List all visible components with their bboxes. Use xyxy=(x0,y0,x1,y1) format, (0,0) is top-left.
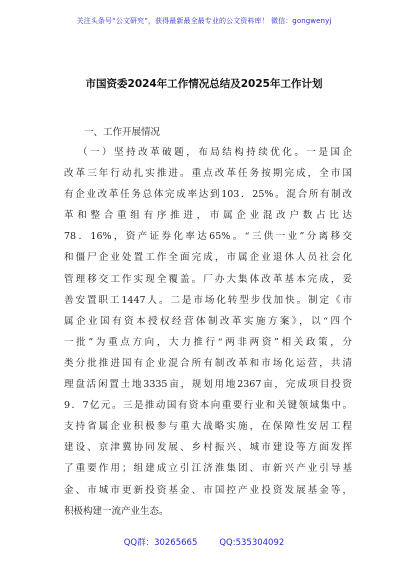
body-line: 改革三年行动扎实推进。重点改革任务按期完成，全市国 xyxy=(64,168,352,180)
body-line: 金、市城市更新投资基金、市国控产业投资发展基金等， xyxy=(64,484,352,496)
body-line: 革和整合重组有序推进，市属企业混改户数占比达 xyxy=(64,210,352,222)
footer-qq-group: QQ群：30265665 xyxy=(123,538,198,548)
body-line: 属企业国有资本授权经营体制改革实施方案》，以“四个 xyxy=(64,315,352,327)
body-line: （一）坚持改革破题，布局结构持续优化。一是国企 xyxy=(78,147,352,158)
body-line: 78．16%，资产证券化率达65%。“三供一业”分离移交 xyxy=(64,231,352,243)
document-body xyxy=(64,142,352,522)
body-line: 9．7亿元。三是推动国有资本向重要行业和关键领域集中。 xyxy=(64,400,352,412)
body-line: 有企业改革任务总体完成率达到103．25%。混合所有制改 xyxy=(64,189,352,201)
footer-contact xyxy=(0,536,408,548)
section-heading: 一、工作开展情况 xyxy=(84,127,161,138)
body-line: 理盘活闲置土地3335亩，规划用地2367亩，完成项目投资 xyxy=(64,379,352,391)
body-line: 积极构建一流产业生态。 xyxy=(64,505,169,517)
body-line: 了重要作用；组建成立引江济淮集团、市新兴产业引导基 xyxy=(64,463,352,475)
body-line: 管理移交工作实现全覆盖。厂办大集体改革基本完成，妥 xyxy=(64,273,352,285)
document-title: 市国资委2024年工作情况总结及2025年工作计划 xyxy=(85,78,323,90)
body-line: 支持省属企业积极参与重大战略实施，在保障性安居工程 xyxy=(64,421,352,433)
body-line: 和僵尸企业处置工作全面完成，市属企业退休人员社会化 xyxy=(64,252,352,264)
body-line: 建设、京津冀协同发展、乡村振兴、城市建设等方面发挥 xyxy=(64,442,352,454)
promo-banner: 关注头条号“公文研究”，获得最新最全最专业的公文资料库！ 微信：gongwenyj xyxy=(76,17,332,25)
footer-qq-number: QQ:535304092 xyxy=(219,538,285,548)
body-line: 类分批推进国有企业混合所有制改革和市场化运营，共清 xyxy=(64,357,352,369)
body-line: 善安置职工1447人。二是市场化转型步伐加快。制定《市 xyxy=(64,294,352,306)
body-line: 一批”为重点方向，大力推行“两非两资”相关政策，分 xyxy=(64,336,352,348)
